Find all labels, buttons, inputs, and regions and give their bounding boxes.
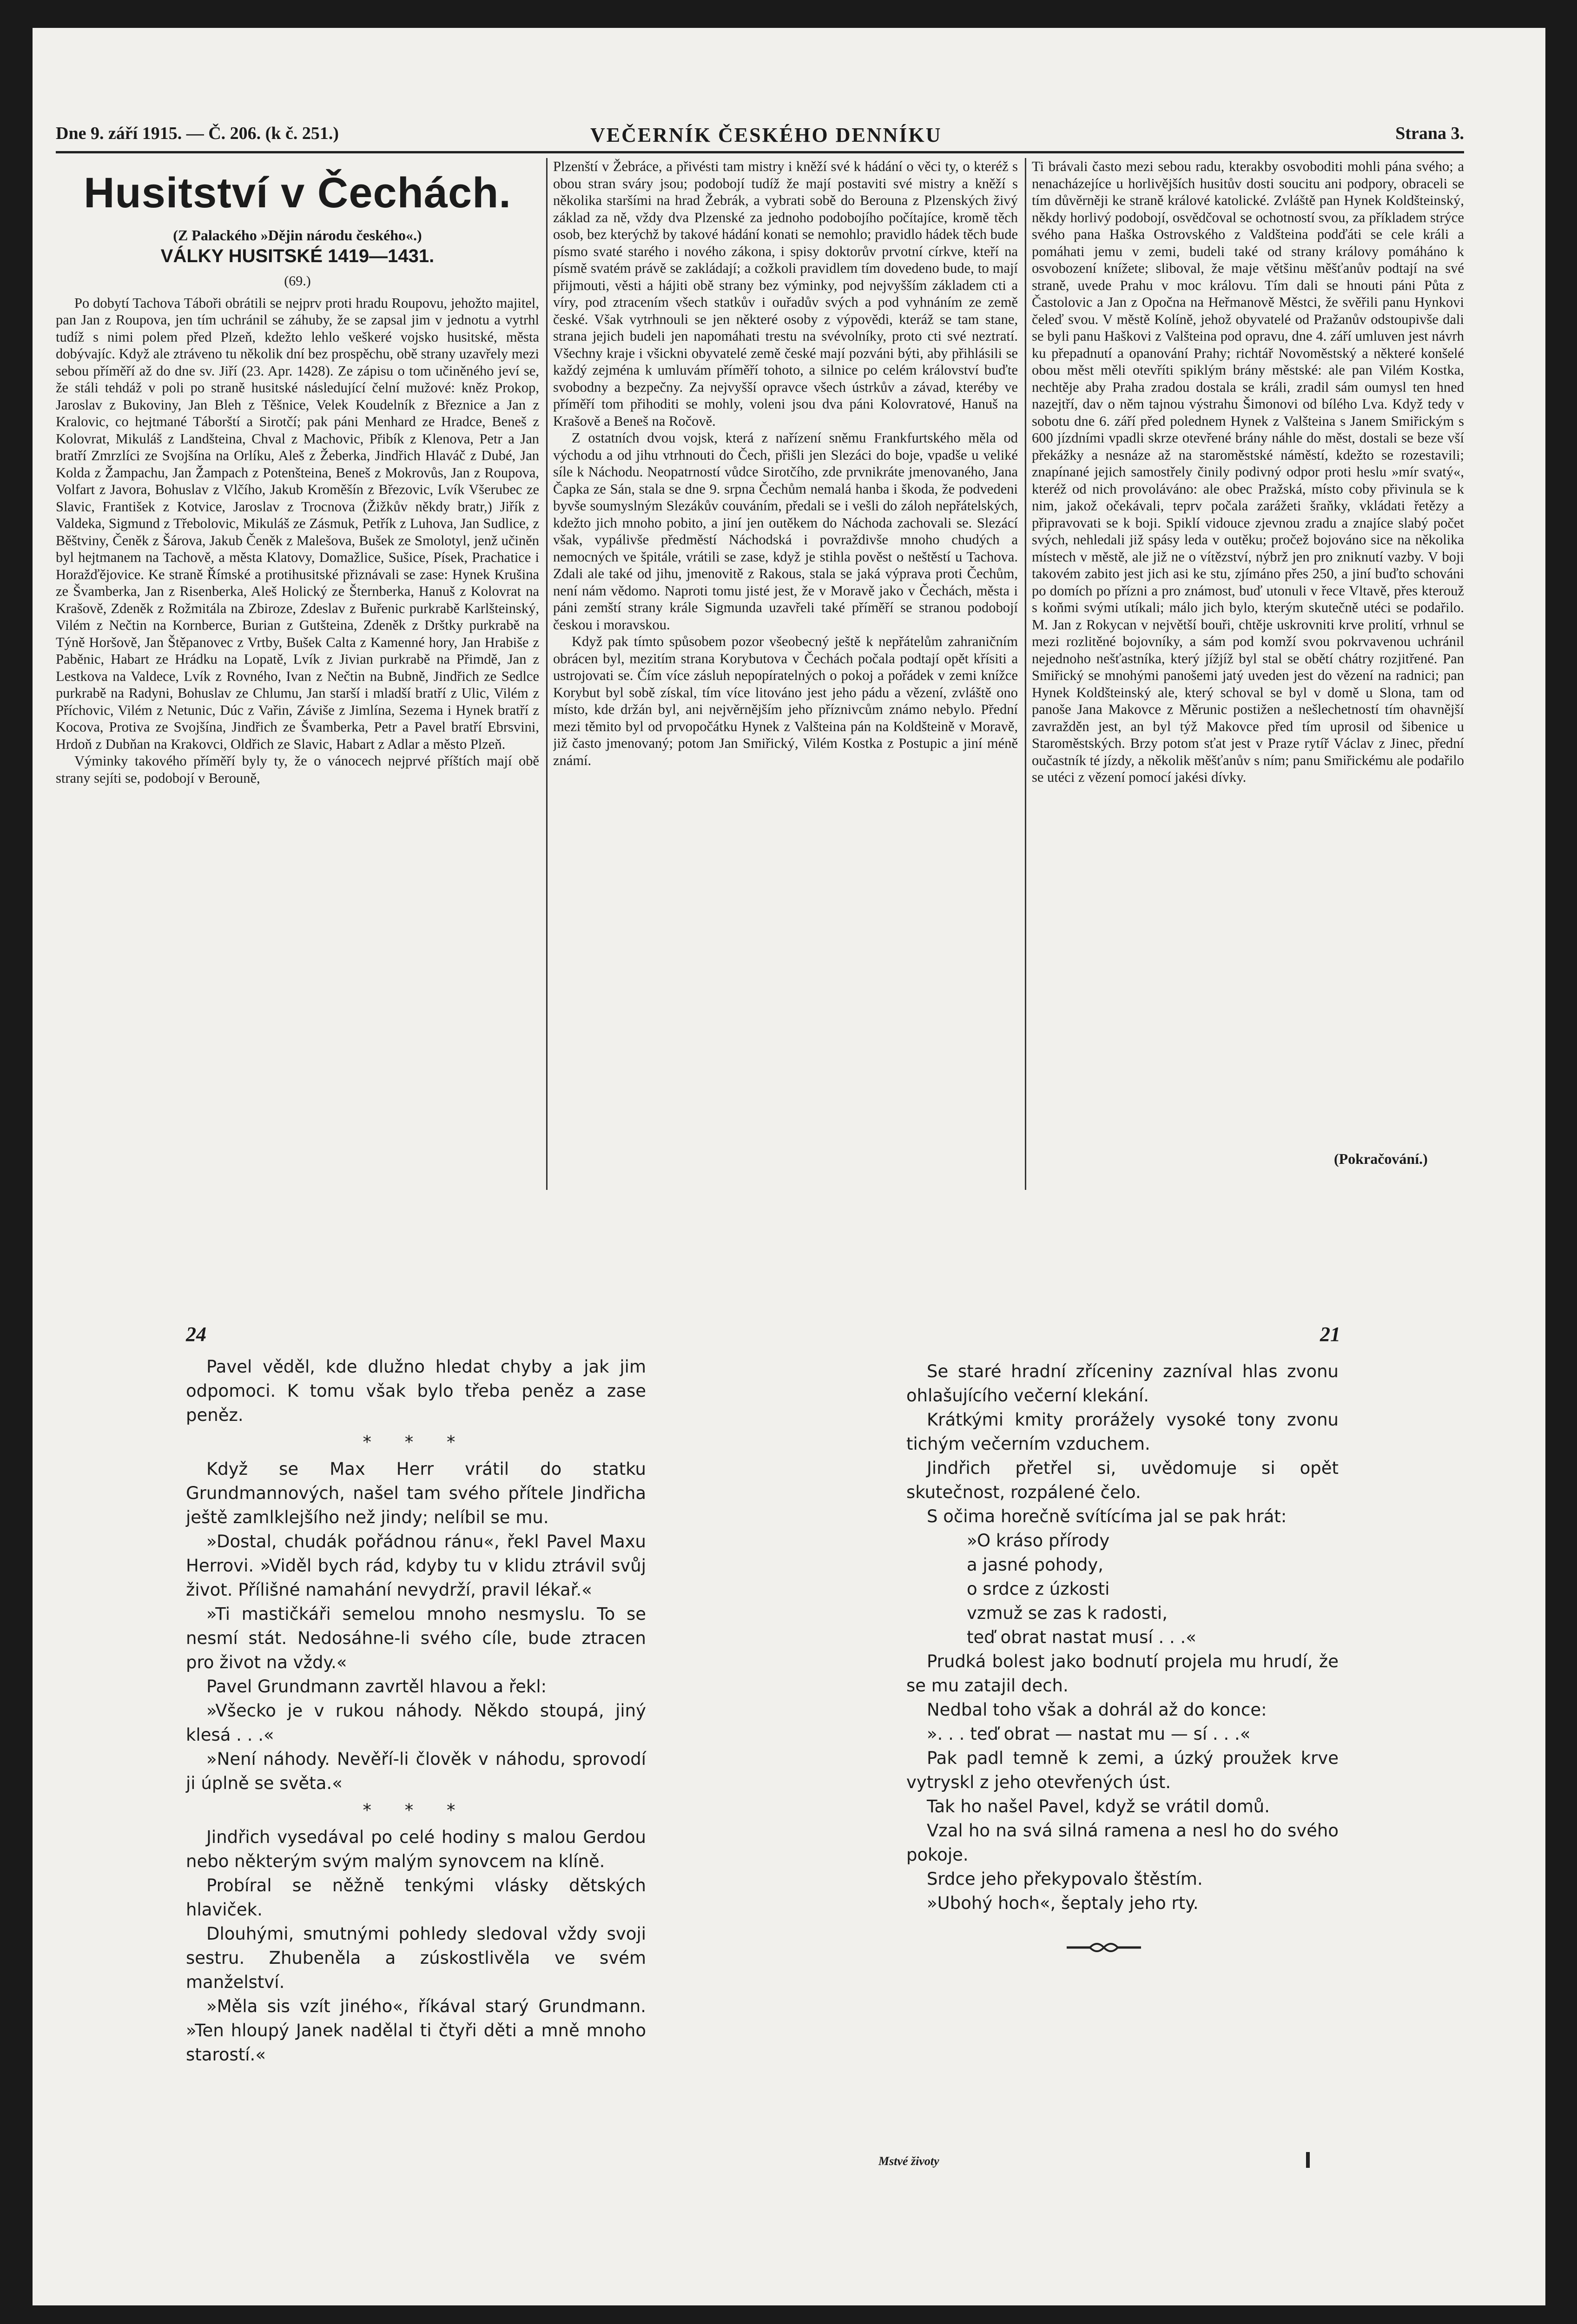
- paragraph: Když pak tímto spůsobem pozor všeobecný ještě k nepřátelům zahraničním obrácen byl, mezitím strana Korybutova v Čechách počala podtají opět křísiti a ustrojovati se. Čím více zásluh nepopíratelných o pokoj a pořádek v zemi knížce Korybut byl sobě získal, tím více litováno jest jeho pádu a vězení, zvláště ono místo, kde držán byl, ani nejvěrnějším jeho příznivcům známo nebylo. Přední mezi těmito byl od prvopočátku Hynek z Valšteina pán na Koldšteině v Moravě, již často jmenovaný; potom Jan Smiřický, Vilém Kostka z Postupic a jiní méně známí.: [553, 634, 1018, 768]
- paragraph: Jindřich vysedával po celé hodiny s malou Gerdou nebo některým svým malým synovcem na klíně.: [186, 1827, 646, 1871]
- continuation-note: (Pokračování.): [1334, 1150, 1428, 1167]
- section-break-stars: * * *: [363, 1432, 469, 1452]
- footer-mark: Mstvé životy: [878, 2154, 939, 2168]
- paragraph: Prudká bolest jako bodnutí projela mu hrudí, že se mu zatajil dech.: [906, 1651, 1339, 1696]
- paragraph: Z ostatních dvou vojsk, která z nařízení sněmu Frankfurtského měla od východu a od jihu vtrhnouti do Čech, přišli jen Slezáci do boje, vpadše u veliké síle k Náchodu. Neopatrností vůdce Sirotčího, zde prvnikráte jmenovaného, Jana Čapka ze Sán, stala se dne 9. srpna Čechům nemalá hanba i škoda, že podvedeni byvše soumyslným Slezákův couváním, předali se i vešli do záloh nepřátelských, kdežto jich mnoho pobito, a jiní jen outěkem do Náchoda zachovali se. Slezácí však, vypálivše předměstí Náchodská i povraždivše mnoho chudých a nemocných ve špitále, vrátili se zase, když je stihla pověst o neštěstí u Tachova. Zdali ale také od jihu, jmenovitě z Rakous, stala se jaká výprava proti Čechům, není nám vědomo. Naproti tomu jisté jest, že v Moravě jako v Čechách, města i páni zemští strany krále Sigmunda uzavřeli také příměří se stranou podobojí českou i moravskou.: [553, 430, 1018, 633]
- paragraph: Srdce jeho překypovalo štěstím.: [927, 1869, 1203, 1889]
- column-divider: [546, 158, 548, 1190]
- paragraph: ». . . teď obrat — nastat mu — sí . . .«: [927, 1724, 1251, 1744]
- article-subtitle: VÁLKY HUSITSKÉ 1419—1431.: [160, 245, 435, 266]
- paragraph: Ti brávali často mezi sebou radu, kterakby osvoboditi mohli pána svého; a nenacházejíce u horlivějších husitův dosti soucitu ani podpory, obraceli se tím důvěrněji ke straně králové katolické. Zvláště pan Hynek Koldšteinský, někdy horlivý podobojí, osvědčoval se ochotností svou, za příkladem strýce svého pana Haška Ostrovského z Valdšteina podďáti se cele králi a pomáhati jemu v zemi, budeli také od strany královy pomáháno k osvobození knížete; sliboval, že maje většinu měšťanův podtají na své straně, uvede Prahu v moc královu. Tím dali se hnouti páni Půta z Častolovic a Jan z Opočna na Heřmanově Městci, že svěřili panu Hynkovi čeleď svou. V městě Kolíně, jehož obyvatelé od Pražanův odstoupivše dali se byli panu Haškovi z Valšteina pod opravu, dne 4. září umluven jest návrh ku přepadnutí a opanování Prahy; richtář Novoměstský a některé konšelé obou měst měli otevříti spiklým brány městské: ale pan Vilém Kostka, nechtěje aby Praha zradou dostala se králi, zradil sám oumysl ten hned nazejtří, dav o něm tajnou výstrahu Šimonovi od bílého Lva. Když tedy v sobotu dne 6. září před polednem Hynek z Valšteina s Janem Smiřickým s 600 jízdními vpadli skrze otevřené brány náhle do měst, dostali se beze vší překážky a nesnáze až na staroměstské náměstí, kdežto se rozestavili; znapínané jejich samostřely činily podivný odpor proti heslu »mír svatý«, kteréž od nich provoláváno: ale obec Pražská, místo coby přivinula se k nim, jakož očekávali, teprv počala zarážeti šraňky, vkládati řetězy a připravovati se k boji. Spiklí vidouce zjevnou zradu a znajíce slabý počet svých, nehledali již spásy leda v outěku; pročež bojováno sice na několika místech v městě, ale již ne o vítězství, nýbrž jen pro zniknutí vazby. V boji takovém zabito jest jich asi ke stu, zjímáno přes 250, a jiní buďto schováni po domích po přízni a pro známost, buď utonuli v řece Vltavě, přes kterouž s koňmi svými utíkali; málo jich bylo, kterým skutečně utéci se podařilo. M. Jan z Rokycan v největší bouři, chtěje uskrovniti krve prolití, vrhnul se mezi rozlitěné bojovníky, a sám pod komží svou pokrvavenou uchránil nejednoho nešťastníka, který jížjíž byl stal se obětí chátry rozjitřené. Pan Smiřický se mnohými panošemi jatý uveden jest do vězení na radnici; pan Hynek Koldšteinský ale, který schoval se byl v domě u Slona, tam od panoše Jana Makovce z Měrunic postižen a nešlechetností tím ohavnější zavražděn jest, an byl týž Makovce před tím uprosil od šibenice u Staroměstských. Brzy potom sťat jest v Praze rytíř Václav z Jinec, přední oučastník té jízdy, a několik měšťanův s ním; panu Smiřickému ale podařilo se utéci z vězení pomocí jakési dívky.: [1032, 158, 1464, 785]
- paragraph: Nedbal toho však a dohrál až do konce:: [927, 1700, 1267, 1720]
- paragraph: Plzenští v Žebráce, a přivésti tam mistry i kněží své k hádání o věci ty, o kteréž s obou stran sváry jsou; podobojí tudíž že mají postaviti své mistry a kněží s několika staršími na hrad Žebrák, a vybrati sobě do Berouna z Plzenských živý základ za ně, vždy dva Plzenské za jednoho podobojího počítajíce, kromě těch osob, bez kterýchž by takové hádání konati se nemohlo; pravidlo hádek těch bude písmo svaté starého i nového zákona, i spisy doktorův prvotní církve, kteří na písmě svatém právě se zakládají; a cožkoli pravidlem tím dovedeno bude, to mají přijmouti, věsti a hájiti obě strany bez výminky, pod nejvyšším základem cti a víry, pod ztracením všech statkův i ouřadův svých a pod vyhnáním ze země české. Však vytrhnouli se jen některé osoby z výpovědi, kteráž se tam stane, strana jejich budeli jen napomáhati trestu na svévolníky, proto cti své neztratí. Všechny kraje i všickni obyvatelé země české mají pozváni býti, aby přihlásili se každý zejména k umluvám příměří tohoto, a silnice po celém království buďte svobodny a bezpečny. Za nejvyšší opravce všech ústrkův a závad, kteréby ve příměří tom přihoditi se mohly, voleni jsou dva páni Kolovratové, Hanuš na Krašově a Beneš na Ročově.: [553, 158, 1018, 429]
- story-left-page: [186, 1355, 646, 2067]
- article-column-2: [553, 158, 1018, 769]
- paragraph: Pavel Grundmann zavrtěl hlavou a řekl:: [206, 1677, 547, 1697]
- paragraph: Jindřich přetřel si, uvědomuje si opět skutečnost, rozpálené čelo.: [906, 1458, 1339, 1502]
- paragraph: Se staré hradní zříceniny zazníval hlas zvonu ohlašujícího večerní klekání.: [906, 1361, 1339, 1406]
- poem-line: vzmuž se zas k radosti,: [967, 1603, 1168, 1623]
- header-page-number: Strana 3.: [1395, 124, 1464, 143]
- header-newspaper-title: VEČERNÍK ČESKÉHO DENNÍKU: [590, 124, 942, 146]
- poem-line: a jasné pohody,: [967, 1555, 1103, 1575]
- paragraph: Když se Max Herr vrátil do statku Grundmannových, našel tam svého přítele Jindřicha ještě zamlklejšího než jindy; nelíbil se mu.: [186, 1459, 646, 1527]
- article-title: Husitství v Čechách.: [84, 169, 511, 217]
- paragraph: Pak padl temně k zemi, a úzký proužek krve vytryskl z jeho otevřených úst.: [906, 1748, 1339, 1792]
- article-columns: [56, 158, 1464, 1181]
- section-break-stars: * * *: [363, 1800, 469, 1820]
- poem-line: o srdce z úzkosti: [967, 1579, 1110, 1599]
- paragraph: Probíral se něžně tenkými vlásky dětských hlaviček.: [186, 1875, 646, 1920]
- paragraph: Výminky takového příměří byly ty, že o vánocech nejprvé příštích mají obě strany sejíti se, podobojí v Berouně,: [56, 753, 539, 786]
- paragraph: Vzal ho na svá silná ramena a nesl ho do svého pokoje.: [906, 1821, 1339, 1865]
- poem-line: teď obrat nastat musí . . .«: [967, 1627, 1196, 1647]
- paragraph: »Ti mastičkáři semelou mnoho nesmyslu. To se nesmí stát. Nedosáhne-li svého cíle, bude ztracen pro život na vždy.«: [186, 1604, 646, 1672]
- story-page-number-left: 24: [186, 1323, 206, 1346]
- page-header: [56, 123, 1464, 153]
- article-column-1: [56, 158, 539, 786]
- paragraph: S očima horečně svítícíma jal se pak hrát:: [927, 1506, 1287, 1526]
- paragraph: Krátkými kmity prorážely vysoké tony zvonu tichým večerním vzduchem.: [906, 1410, 1339, 1454]
- paragraph: Dlouhými, smutnými pohledy sledoval vždy svoji sestru. Zhubeněla a zúskostlivěla ve svém manželství.: [186, 1924, 646, 1992]
- end-ornament-icon: [1064, 1938, 1143, 1957]
- footer-dot-mark: [1306, 2152, 1310, 2168]
- column-divider: [1025, 158, 1026, 1190]
- paragraph: Po dobytí Tachova Táboři obrátili se nejprv proti hradu Roupovu, jehožto majitel, pan Jan z Roupova, jen tím uchránil se záhuby, že se zapsal jim v jednotu a vytrhl tudíž s nimi polem před Plzeň, kdežto lehlo veškeré vojsko husitské, města dobývajíc. Když ale ztráveno tu několik dní bez prospěchu, obě strany uzavřely mezi sebou příměří až do dne sv. Jiří (23. Apr. 1428). Ze zápisu o tom učiněného jeví se, že stáli tehdáž v poli po straně husitské následující čelní mužové: kněz Prokop, Jaroslav z Bukoviny, Jan Bleh z Těšnice, Velek Koudelník z Březnice a Jan z Kralovic, co hejtmané Táborští a Sirotčí; pak páni Menhard ze Hradce, Beneš z Kolovrat, Mikuláš z Landšteina, Chval z Machovic, Přibík z Klenova, Petr a Jan bratří Zmrzlíci ze Svojšína na Orlíku, Aleš z Žeberka, Jindřich Hlaváč z Dubé, Jan Kolda z Žampachu, Jan Žampach z Potenšteina, Beneš z Mokrovůs, Jan z Roupova, Volfart z Javora, Bohuslav z Vlčího, Jakub Kroměšín z Březovic, Lvík Všerubec ze Slavic, František z Kotvice, Jaroslav z Trocnova (Žižkův někdy bratr,) Jiřík z Valdeka, Sigmund z Třebolovic, Mikuláš ze Zásmuk, Petřík z Luhova, Jan Sudlice, z Běštviny, Čeněk z Šárova, Jakub Čeněk z Malešova, Bušek ze Smolotyl, jenž učiněn byl hejtmanem na Tachově, a města Klatovy, Domažlice, Sušice, Písek, Prachatice i Horažďějovice. Ke straně Římské a protihusitské přiznávali se zase: Hynek Krušina ze Švamberka, Jan z Risenberka, Aleš Holický ze Šternberka, Hanuš z Kolovrat na Krašově, Zdeněk z Rožmitála na Zbiroze, Zdeslav z Buřenic purkrabě Karlšteinský, Vilém z Nečtin na Kornberce, Burian z Gutšteina, Zdeněk z Drštky purkrabě na Týně Horšově, Jan Štěpanovec z Vrtby, Bušek Calta z Kamenné hory, Jan Hrabiše z Paběnic, Habart ze Hrádku na Lopatě, Lvík z Jivian purkrabě na Přimdě, Jan z Lestkova na Valdece, Lvík z Rovného, Ivan z Nečtin na Bubně, Jindřich ze Sedlce purkrabě na Radyni, Bohuslav ze Chlumu, Jan starší i mladší bratří z Ulic, Vilém z Příchovic, Vilém z Netunic, Dúc z Vařin, Záviše z Jimlína, Sezema i Hynek bratří z Kocova, Protiva ze Svojšína, Jindřich ze Švamberka, Petr a Pavel bratří Ebrsvini, Hrdoň z Dubňan na Krakovci, Oldřich ze Slavic, Habart z Adlar a město Plzeň.: [56, 295, 539, 752]
- article-section-number: (69.): [284, 273, 311, 289]
- paragraph: »Ubohý hoch«, šeptaly jeho rty.: [927, 1893, 1199, 1913]
- paragraph: »Není náhody. Nevěří-li člověk v náhodu, sprovodí ji úplně se světa.«: [186, 1749, 646, 1793]
- paragraph: Tak ho našel Pavel, když se vrátil domů.: [927, 1796, 1270, 1816]
- paragraph: »Měla sis vzít jiného«, říkával starý Grundmann. »Ten hloupý Janek nadělal ti čtyři děti a mně mnoho starostí.«: [186, 1996, 646, 2065]
- paragraph: Pavel věděl, kde dlužno hledat chyby a jak jim odpomoci. K tomu však bylo třeba peněz a zase peněz.: [186, 1357, 646, 1425]
- story-right-page: [906, 1360, 1339, 1915]
- article-column-3: [1032, 158, 1464, 786]
- paragraph: »Všecko je v rukou náhody. Někdo stoupá, jiný klesá . . .«: [186, 1701, 646, 1745]
- header-date: Dne 9. září 1915. — Č. 206. (k č. 251.): [56, 124, 339, 143]
- poem-line: »O kráso přírody: [967, 1531, 1110, 1551]
- paragraph: »Dostal, chudák pořádnou ránu«, řekl Pavel Maxu Herrovi. »Viděl bych rád, kdyby tu v klidu ztrávil svůj život. Přílišné namahání nevydrží, pravil lékař.«: [186, 1532, 646, 1600]
- story-page-number-right: 21: [1320, 1323, 1340, 1346]
- article-source: (Z Palackého »Dějin národu českého«.): [173, 227, 422, 244]
